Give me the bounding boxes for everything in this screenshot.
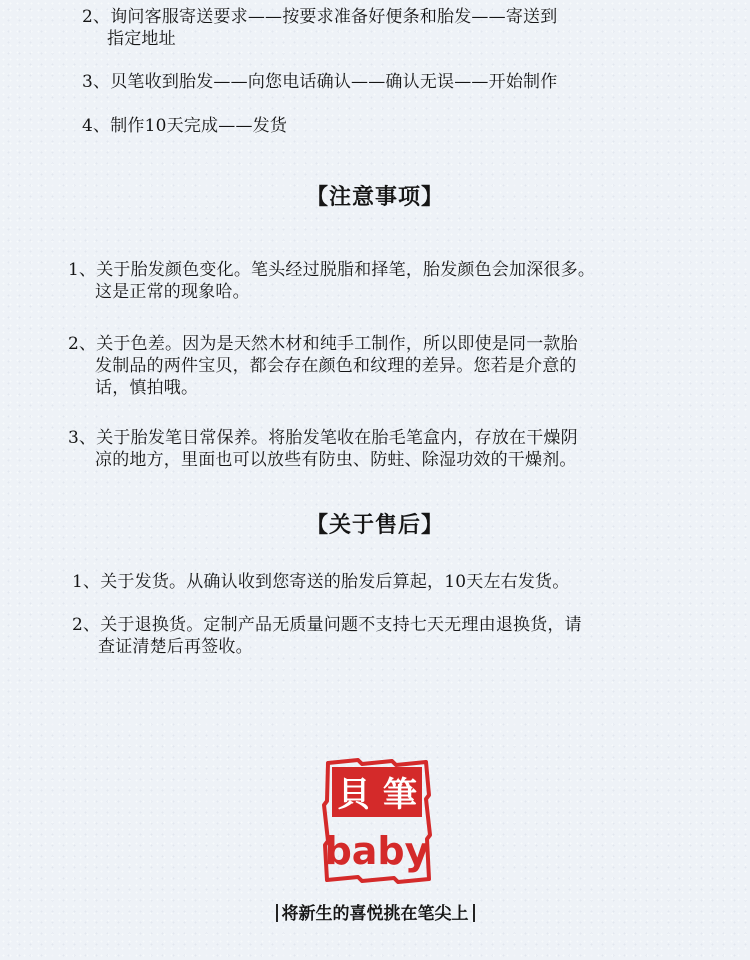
notice-item-3-line2: 凉的地方，里面也可以放些有防虫、防蛀、除湿功效的干燥剂。: [95, 450, 577, 470]
notice-item-2-line2: 发制品的两件宝贝，都会存在颜色和纹理的差异。您若是介意的: [95, 356, 577, 376]
seal-word-baby: baby: [324, 829, 430, 873]
seal-char-1: 筆: [383, 775, 417, 815]
after-sales-heading: 【关于售后】: [305, 512, 444, 538]
process-step-2-line2: 指定地址: [107, 29, 176, 49]
slogan: [0, 903, 750, 925]
notice-item-2-line3: 话，慎拍哦。: [95, 378, 199, 398]
process-step-2-line1: 2、询问客服寄送要求——按要求准备好便条和胎发——寄送到: [82, 7, 558, 27]
slogan-right-bar: [473, 904, 475, 922]
seal-logo: [318, 755, 436, 887]
process-step-4: 4、制作10天完成——发货: [82, 116, 288, 136]
slogan-text: 将新生的喜悦挑在笔尖上: [281, 904, 469, 924]
notice-heading: 【注意事项】: [305, 184, 444, 210]
slogan-left-bar: [276, 904, 278, 922]
after-sales-item-1: 1、关于发货。从确认收到您寄送的胎发后算起，10天左右发货。: [72, 572, 570, 592]
notice-item-1-line1: 1、关于胎发颜色变化。笔头经过脱脂和择笔，胎发颜色会加深很多。: [68, 260, 596, 280]
process-step-3: 3、贝笔收到胎发——向您电话确认——确认无误——开始制作: [82, 72, 558, 92]
notice-item-1-line2: 这是正常的现象哈。: [95, 282, 250, 302]
after-sales-item-2-line1: 2、关于退换货。定制产品无质量问题不支持七天无理由退换货，请: [72, 615, 582, 635]
notice-item-3-line1: 3、关于胎发笔日常保养。将胎发笔收在胎毛笔盒内，存放在干燥阴: [68, 428, 578, 448]
seal-char-0: 貝: [337, 775, 371, 815]
notice-item-2-line1: 2、关于色差。因为是天然木材和纯手工制作，所以即使是同一款胎: [68, 334, 578, 354]
after-sales-item-2-line2: 查证清楚后再签收。: [98, 637, 253, 657]
